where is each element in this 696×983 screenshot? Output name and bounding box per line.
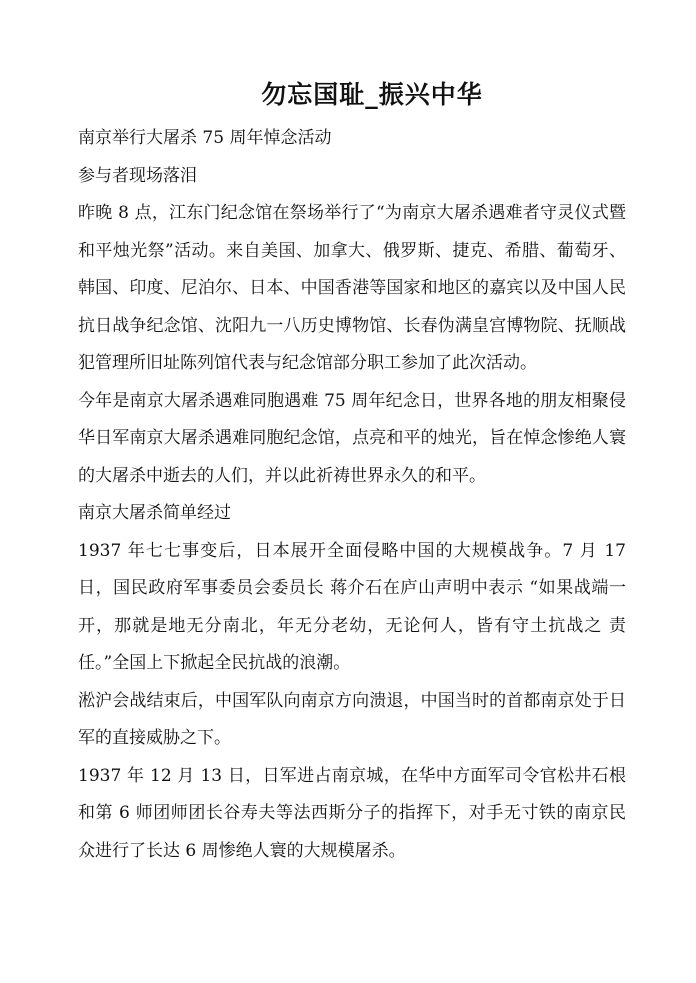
subtitle-participants: 参与者现场落泪 — [78, 165, 197, 186]
paragraph-songhu: 淞沪会战结束后，中国军队向南京方向溃退，中国当时的首都南京处于日军的直接威胁之下。 — [78, 690, 626, 748]
section-heading: 南京大屠杀简单经过 — [78, 503, 231, 523]
paragraph-war-start: 1937 年七七事变后，日本展开全面侵略中国的大规模战争。7 月 17 日，国民政府军事委员会委员长 蒋介石在庐山声明中表示 “如果战端一开，那就是地无分南北，年无分老幼，无论何人，皆有守土抗战之 责任。”全国上下掀起全民抗战的浪潮。 — [78, 540, 626, 673]
paragraph-massacre: 1937 年 12 月 13 日，日军进占南京城，在华中方面军司令官松井石根和第 6 师团师团长谷寿夫等法西斯分子的指挥下，对手无寸铁的南京民众进行了长达 6 周惨绝人寰的大规模屠杀。 — [78, 765, 626, 861]
subtitle-event: 南京举行大屠杀 75 周年悼念活动 — [78, 128, 332, 148]
paragraph-ceremony: 昨晚 8 点，江东门纪念馆在祭场举行了“为南京大屠杀遇难者守灵仪式暨和平烛光祭”活动。来自美国、加拿大、俄罗斯、捷克、希腊、葡萄牙、韩国、印度、尼泊尔、日本、中国香港等国家和地区的嘉宾以及中国人民抗日战争纪念馆、沈阳九一八历史博物馆、长春伪满皇宫博物院、抚顺战犯管理所旧址陈列馆代表与纪念馆部分职工参加了此次活动。 — [78, 203, 626, 373]
document-title: 勿忘国耻_振兴中华 — [261, 80, 483, 109]
paragraph-anniversary: 今年是南京大屠杀遇难同胞遇难 75 周年纪念日，世界各地的朋友相聚侵华日军南京大屠杀遇难同胞纪念馆，点亮和平的烛光，旨在悼念惨绝人寰的大屠杀中逝去的人们，并以此祈祷世界永久的和平。 — [78, 390, 626, 486]
